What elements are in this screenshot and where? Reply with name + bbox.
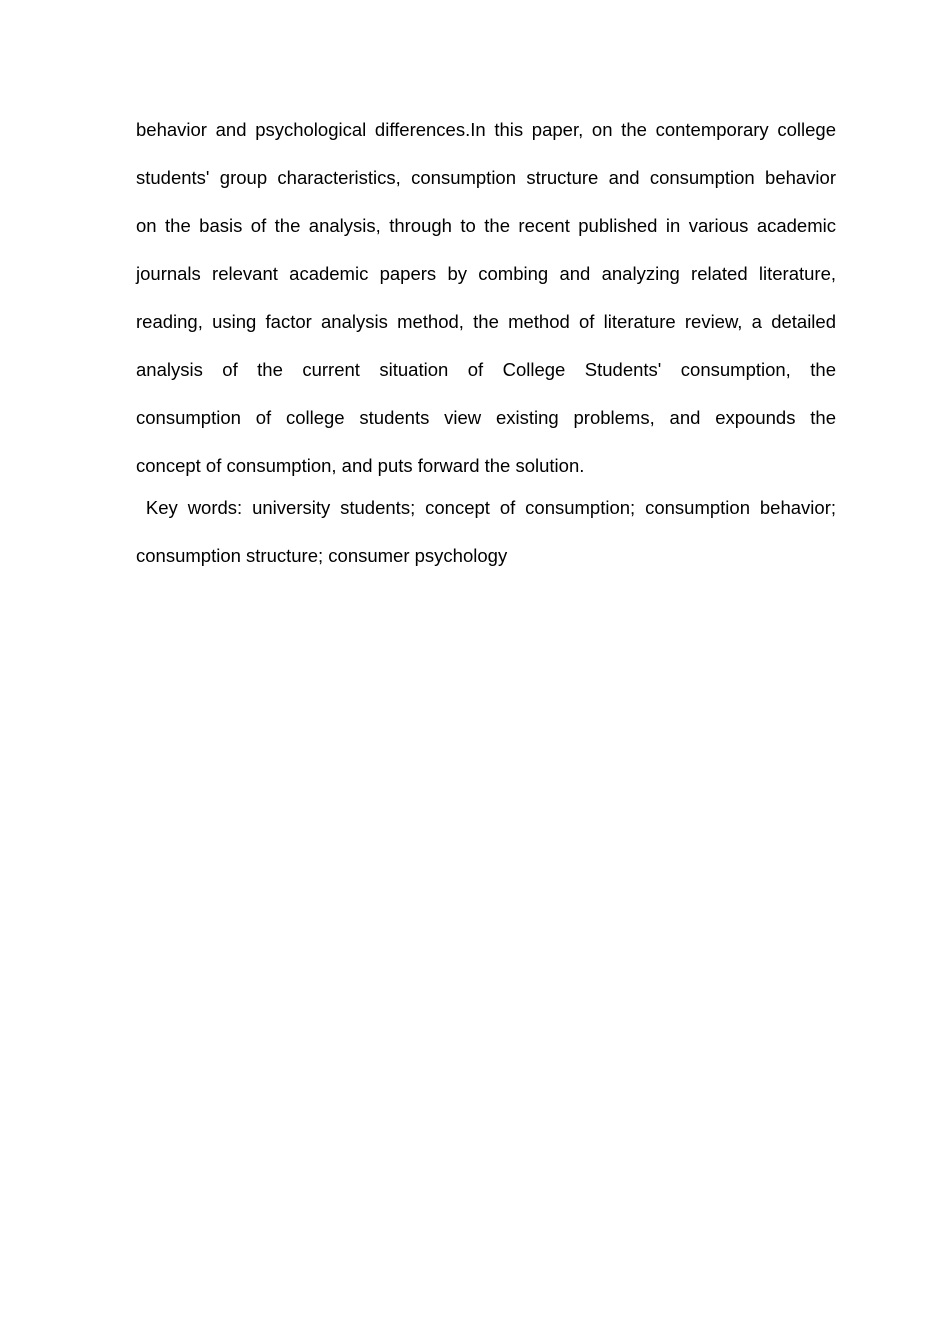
abstract-line: journals relevant academic papers by combing and analyzing related literature, (136, 263, 836, 284)
abstract-line: reading, using factor analysis method, the method of literature review, a detailed (136, 311, 836, 332)
abstract-line: concept of consumption, and puts forward the solution. (136, 455, 585, 476)
abstract-paragraph (136, 106, 836, 490)
abstract-line: consumption of college students view existing problems, and expounds the (136, 407, 836, 428)
keywords-line: Key words: university students; concept of consumption; consumption behavior; (136, 497, 836, 518)
abstract-line: on the basis of the analysis, through to the recent published in various academic (136, 215, 836, 236)
abstract-line: students' group characteristics, consumption structure and consumption behavior (136, 167, 836, 188)
keywords-paragraph (136, 484, 836, 580)
abstract-body (136, 106, 836, 580)
keywords-line: consumption structure; consumer psychology (136, 545, 508, 566)
abstract-line: behavior and psychological differences.In this paper, on the contemporary college (136, 119, 836, 140)
abstract-line: analysis of the current situation of College Students' consumption, the (136, 359, 836, 380)
